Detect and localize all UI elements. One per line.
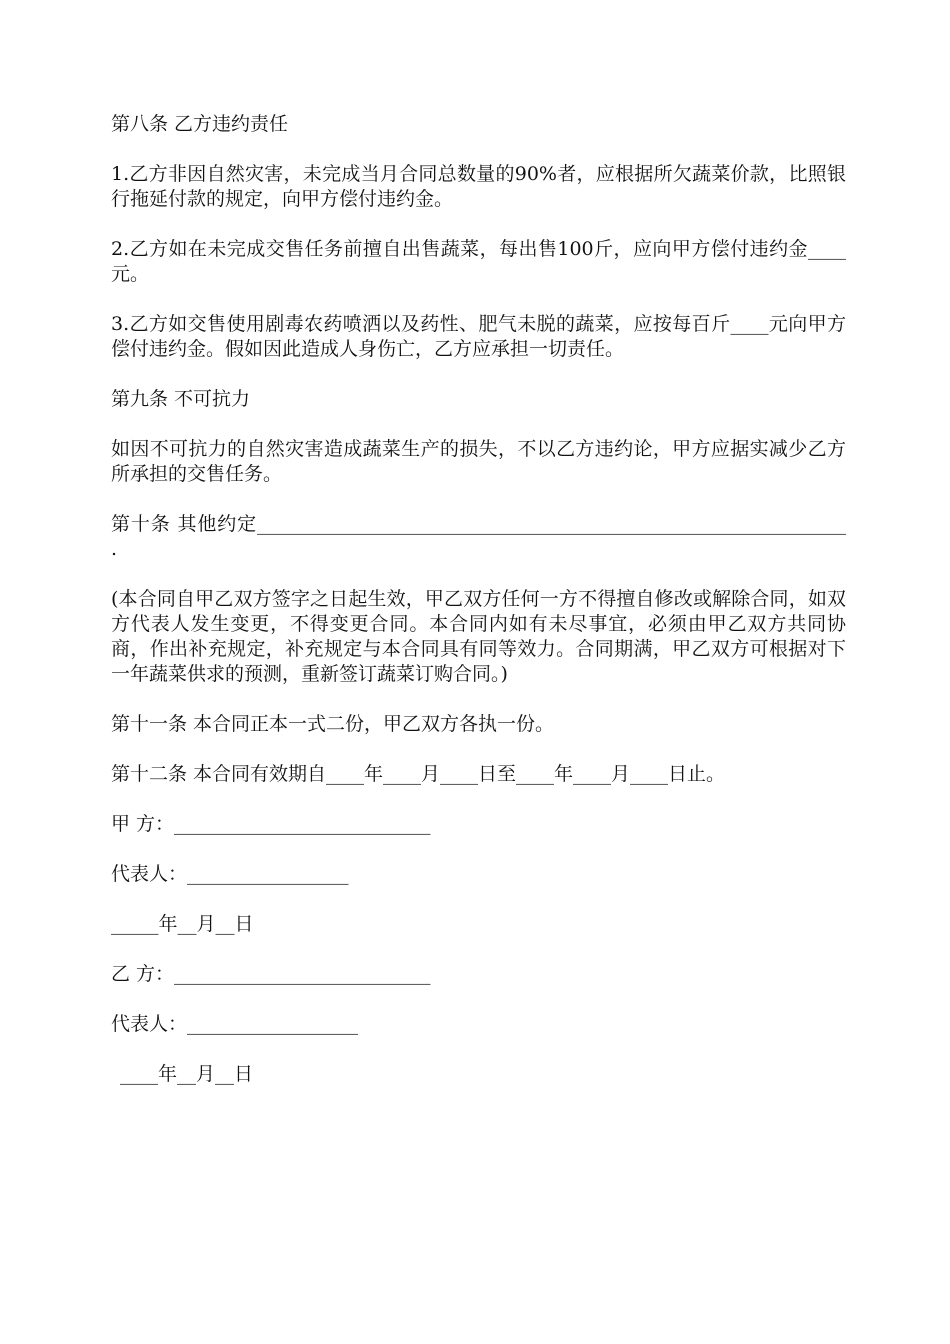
party-a-date-line: _____年__月__日 <box>111 913 254 935</box>
article-8-clause-3: 3.乙方如交售使用剧毒农药喷洒以及药性、肥气未脱的蔬菜，应按每百斤____元向甲方偿付违约金。假如因此造成人身伤亡，乙方应承担一切责任。 <box>111 313 846 360</box>
effectiveness-note: (本合同自甲乙双方签字之日起生效，甲乙双方任何一方不得擅自修改或解除合同，如双方代表人发生变更，不得变更合同。本合同内如有未尽事宜，必须由甲乙双方共同协商，作出补充规定，补充规定与本合同具有同等效力。合同期满，甲乙双方可根据对下一年蔬菜供求的预测，重新签订蔬菜订购合同。) <box>111 588 846 685</box>
article-11: 第十一条 本合同正本一式二份，甲乙双方各执一份。 <box>111 713 555 735</box>
article-8-clause-2: 2.乙方如在未完成交售任务前擅自出售蔬菜，每出售100斤，应向甲方偿付违约金____元。 <box>111 238 846 285</box>
article-9-heading: 第九条 不可抗力 <box>111 388 251 410</box>
article-12-validity: 第十二条 本合同有效期自____年____月____日至____年____月____日止。 <box>111 763 726 785</box>
party-a-representative-line: 代表人：_________________ <box>111 863 349 885</box>
article-8-heading: 第八条 乙方违约责任 <box>111 113 289 135</box>
article-10-other-terms: 第十条 其他约定______________________________________________________________ . <box>111 513 853 560</box>
party-b-signature-line: 乙 方：___________________________ <box>111 963 431 985</box>
article-9-body: 如因不可抗力的自然灾害造成蔬菜生产的损失，不以乙方违约论，甲方应据实减少乙方所承担的交售任务。 <box>111 438 846 485</box>
contract-page <box>111 112 853 1112</box>
party-b-representative-line: 代表人：__________________ <box>111 1013 359 1035</box>
article-8-clause-1: 1.乙方非因自然灾害，未完成当月合同总数量的90%者，应根据所欠蔬菜价款，比照银行拖延付款的规定，向甲方偿付违约金。 <box>111 163 846 210</box>
party-b-date-line: ____年__月__日 <box>120 1063 254 1085</box>
party-a-signature-line: 甲 方：___________________________ <box>111 813 431 835</box>
